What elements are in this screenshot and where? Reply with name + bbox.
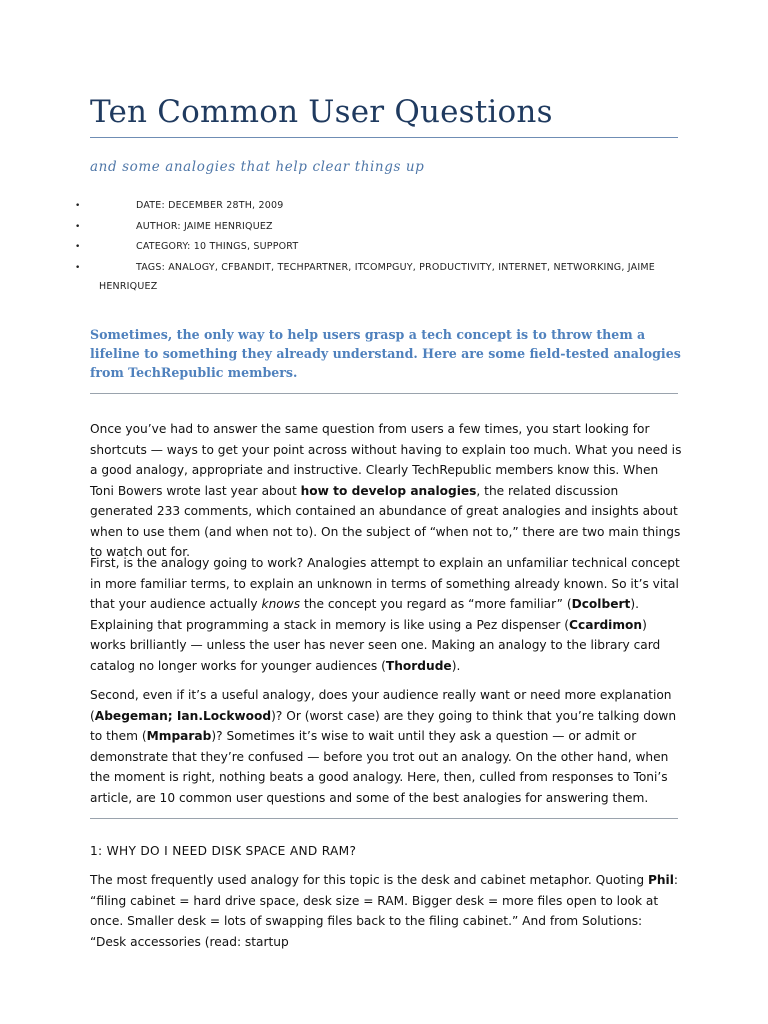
article-lead: Sometimes, the only way to help users grasp a tech concept is to throw them a lifeline to something they already understand. Here are some field-tested analogies from TechRepublic members. xyxy=(90,327,681,380)
paragraph-3 xyxy=(90,685,682,808)
paragraph-1 xyxy=(90,419,682,563)
section-divider xyxy=(90,818,678,819)
article-subtitle: and some analogies that help clear things up xyxy=(90,159,425,175)
paragraph-2-text-a: First, is the analogy going to work? Analogies attempt to explain an unfamiliar technical concept in more familiar terms, to explain an unknown in terms of something already known. So it’s vital that your audience actually xyxy=(90,556,680,611)
member-name-dcolbert: Dcolbert xyxy=(571,597,631,611)
lead-divider xyxy=(90,393,678,394)
meta-date xyxy=(70,198,690,219)
bullet-icon: • xyxy=(75,221,81,232)
meta-date-text: DATE: DECEMBER 28TH, 2009 xyxy=(136,200,284,211)
title-divider xyxy=(90,137,678,138)
member-name-abegeman: Abegeman; Ian.Lockwood xyxy=(94,708,272,723)
paragraph-2 xyxy=(90,553,682,676)
meta-tags xyxy=(70,260,690,300)
section-1-paragraph xyxy=(90,870,682,952)
develop-analogies-link[interactable]: how to develop analogies xyxy=(300,483,477,498)
paragraph-2-text-b: the concept you regard as “more familiar” ( xyxy=(300,597,572,611)
section-1-text-b: : “filing cabinet = hard drive space, desk size = RAM. Bigger desk = more files open to look at once. Smaller desk = lots of swapping files back to the filing cabinet.” And from Solutions: “Desk accessories (read: startup xyxy=(90,873,679,949)
member-name-phil: Phil xyxy=(647,873,674,887)
member-name-mmparab: Mmparab xyxy=(146,729,212,743)
paragraph-1-text-b: , the related discussion generated 233 comments, which contained an abundance of great analogies and insights about when to use them (and when not to). On the subject of “when not to,” there are two main things to watch out for. xyxy=(90,483,681,559)
meta-category xyxy=(70,239,690,260)
meta-tags-text: TAGS: ANALOGY, CFBANDIT, TECHPARTNER, ITCOMPGUY, PRODUCTIVITY, INTERNET, NETWORKING, JAIME xyxy=(136,261,655,273)
paragraph-2-text-c: ). Explaining that programming a stack in memory is like using a Pez dispenser ( xyxy=(90,597,639,632)
section-1-text-a: The most frequently used analogy for this topic is the desk and cabinet metaphor. Quoting xyxy=(90,873,648,887)
member-name-thordude: Thordude xyxy=(385,658,452,673)
article-meta-list xyxy=(70,198,690,300)
section-1-heading: 1: WHY DO I NEED DISK SPACE AND RAM? xyxy=(90,844,357,858)
paragraph-3-text-c: )? Sometimes it’s wise to wait until they ask a question — or admit or demonstrate that they’re confused — before you trot out an analogy. On the other hand, when the moment is right, nothing beats a good analogy. Here, then, culled from responses to Toni’s article, are 10 common user questions and some of the best analogies for answering them. xyxy=(90,729,669,805)
paragraph-3-text-b: )? Or (worst case) are they going to think that you’re talking down to them ( xyxy=(90,708,677,743)
bullet-icon: • xyxy=(75,262,81,273)
paragraph-2-text-d: ) works brilliantly — unless the user has never seen one. Making an analogy to the library card catalog no longer works for younger audiences ( xyxy=(90,617,661,673)
meta-tags-text-continued: HENRIQUEZ xyxy=(99,280,158,292)
bullet-icon: • xyxy=(75,201,81,211)
meta-author xyxy=(70,219,690,240)
paragraph-1-text-a: Once you’ve had to answer the same question from users a few times, you start looking for shortcuts — ways to get your point across without having to explain too much. What you need is a good analogy, appropriate and instructive. Clearly TechRepublic members know this. When Toni Bowers wrote last year about xyxy=(90,422,682,498)
bullet-icon: • xyxy=(75,242,81,252)
meta-category-text: CATEGORY: 10 THINGS, SUPPORT xyxy=(136,241,299,252)
member-name-ccardimon: Ccardimon xyxy=(569,617,643,632)
paragraph-2-text-e: ). xyxy=(451,658,461,673)
paragraph-3-text-a: Second, even if it’s a useful analogy, does your audience really want or need more explanation ( xyxy=(90,688,672,723)
meta-author-text: AUTHOR: JAIME HENRIQUEZ xyxy=(136,220,273,232)
emphasis-knows: knows xyxy=(261,597,301,611)
article-title: Ten Common User Questions xyxy=(90,94,553,130)
